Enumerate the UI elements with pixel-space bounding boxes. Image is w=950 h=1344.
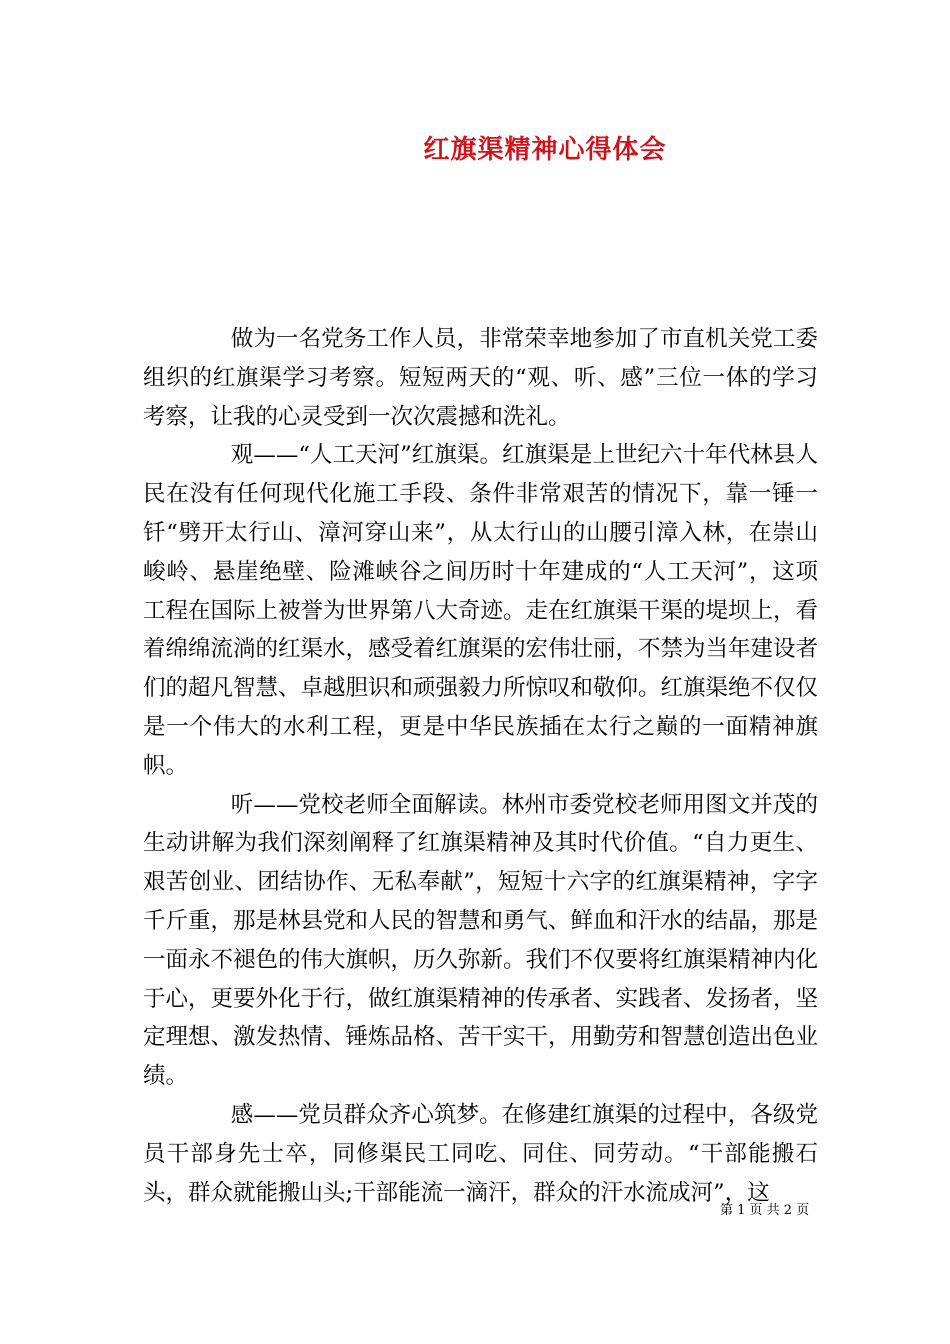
document-body [143, 320, 818, 1212]
paragraph: 感——党员群众齐心筑梦。在修建红旗渠的过程中，各级党员干部身先士卒，同修渠民工同吃、同住、同劳动。“干部能搬石头，群众就能搬山头;干部能流一滴汗，群众的汗水流成河”，这 [143, 1101, 818, 1206]
paragraph: 听——党校老师全面解读。林州市委党校老师用图文并茂的生动讲解为我们深刻阐释了红旗渠精神及其时代价值。“自力更生、艰苦创业、团结协作、无私奉献”，短短十六字的红旗渠精神，字字千斤重，那是林县党和人民的智慧和勇气、鲜血和汗水的结晶，那是一面永不褪色的伟大旗帜，历久弥新。我们不仅要将红旗渠精神内化于心，更要外化于行，做红旗渠精神的传承者、实践者、发扬者，坚定理想、激发热情、锤炼品格、苦干实干，用勤劳和智慧创造出色业绩。 [143, 791, 819, 1090]
paragraph: 观——“人工天河”红旗渠。红旗渠是上世纪六十年代林县人民在没有任何现代化施工手段、条件非常艰苦的情况下，靠一锤一钎“劈开太行山、漳河穿山来”，从太行山的山腰引漳入林，在崇山峻岭、悬崖绝壁、险滩峡谷之间历时十年建成的“人工天河”，这项工程在国际上被誉为世界第八大奇迹。走在红旗渠干渠的堤坝上，看着绵绵流淌的红渠水，感受着红旗渠的宏伟壮丽，不禁为当年建设者们的超凡智慧、卓越胆识和顽强毅力所惊叹和敬仰。红旗渠绝不仅仅是一个伟大的水利工程，更是中华民族插在太行之巅的一面精神旗帜。 [143, 442, 819, 779]
paragraph: 做为一名党务工作人员，非常荣幸地参加了市直机关党工委组织的红旗渠学习考察。短短两天的“观、听、感”三位一体的学习考察，让我的心灵受到一次次震撼和洗礼。 [143, 326, 818, 430]
page-number-footer: 第 1 页 共 2 页 [720, 1203, 810, 1218]
document-title: 红旗渠精神心得体会 [423, 135, 667, 165]
